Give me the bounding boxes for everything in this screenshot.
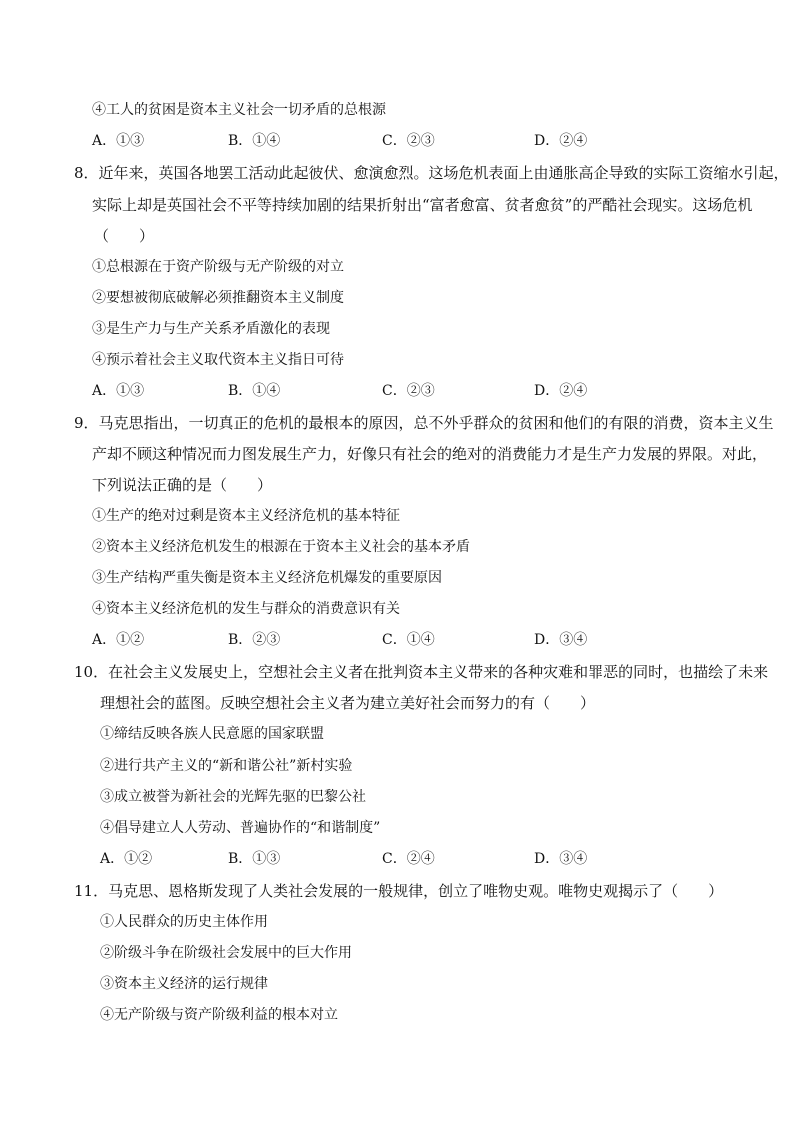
q10-choice-b: B．①③ xyxy=(228,851,281,867)
q7-choice-d: D．②④ xyxy=(534,133,588,149)
q8-choice-a: A．①③ xyxy=(92,383,145,399)
q8-item-2: ②要想被彻底破解必须推翻资本主义制度 xyxy=(92,290,344,306)
q10-choice-d: D．③④ xyxy=(534,851,588,867)
q8-choices xyxy=(92,381,792,401)
q8-stem-line-3: （ ） xyxy=(94,227,155,245)
q7-item-4: ④工人的贫困是资本主义社会一切矛盾的总根源 xyxy=(92,102,386,118)
q10-item-4: ④倡导建立人人劳动、普遍协作的“和谐制度” xyxy=(100,820,381,836)
q8-choice-d: D．②④ xyxy=(534,383,588,399)
q9-item-2: ②资本主义经济危机发生的根源在于资本主义社会的基本矛盾 xyxy=(92,539,470,555)
q10-item-2: ②进行共产主义的“新和谐公社”新村实验 xyxy=(100,758,353,774)
q7-choice-b: B．①④ xyxy=(228,133,281,149)
q9-choices xyxy=(92,630,792,650)
q9-choice-a: A．①② xyxy=(92,632,145,648)
q9-item-4: ④资本主义经济危机的发生与群众的消费意识有关 xyxy=(92,601,400,617)
q10-stem-line-2: 理想社会的蓝图。反映空想社会主义者为建立美好社会而努力的有（ ） xyxy=(100,694,596,712)
q9-item-3: ③生产结构严重失衡是资本主义经济危机爆发的重要原因 xyxy=(92,570,442,586)
q10-choice-c: C．②④ xyxy=(382,851,435,867)
q11-item-3: ③资本主义经济的运行规律 xyxy=(100,976,268,992)
q8-stem-line-2: 实际上却是英国社会不平等持续加剧的结果折射出“富者愈富、贫者愈贫”的严酷社会现实。这场危机 xyxy=(92,196,753,214)
q10-choice-a: A．①② xyxy=(100,851,153,867)
q7-choice-a: A．①③ xyxy=(92,133,145,149)
q9-item-1: ①生产的绝对过剩是资本主义经济危机的基本特征 xyxy=(92,508,400,524)
q8-stem-line-1: 8．近年来，英国各地罢工活动此起彼伏、愈演愈烈。这场危机表面上由通胀高企导致的实际工资缩水引起， xyxy=(74,164,789,182)
q11-item-2: ②阶级斗争在阶级社会发展中的巨大作用 xyxy=(100,945,352,961)
q10-item-1: ①缔结反映各族人民意愿的国家联盟 xyxy=(100,726,324,742)
q9-stem-line-3: 下列说法正确的是（ ） xyxy=(92,476,273,494)
q9-stem-line-2: 产却不顾这种情况而力图发展生产力，好像只有社会的绝对的消费能力才是生产力发展的界限。对此， xyxy=(92,445,768,463)
q8-choice-c: C．②③ xyxy=(382,383,435,399)
q8-choice-b: B．①④ xyxy=(228,383,281,399)
q11-item-1: ①人民群众的历史主体作用 xyxy=(100,914,268,930)
q10-item-3: ③成立被誉为新社会的光辉先驱的巴黎公社 xyxy=(100,789,366,805)
q11-item-4: ④无产阶级与资产阶级利益的根本对立 xyxy=(100,1007,338,1023)
q9-stem-line-1: 9．马克思指出，一切真正的危机的最根本的原因，总不外乎群众的贫困和他们的有限的消费，资本主义生 xyxy=(74,414,774,432)
q8-item-1: ①总根源在于资产阶级与无产阶级的对立 xyxy=(92,259,344,275)
q8-item-3: ③是生产力与生产关系矛盾激化的表现 xyxy=(92,321,330,337)
q7-choice-c: C．②③ xyxy=(382,133,435,149)
q9-choice-d: D．③④ xyxy=(534,632,588,648)
q11-stem-line-1: 11．马克思、恩格斯发现了人类社会发展的一般规律，创立了唯物史观。唯物史观揭示了（ ） xyxy=(74,882,724,900)
q7-choices xyxy=(92,131,792,151)
q8-item-4: ④预示着社会主义取代资本主义指日可待 xyxy=(92,352,344,368)
q9-choice-b: B．②③ xyxy=(228,632,281,648)
q10-stem-line-1: 10．在社会主义发展史上，空想社会主义者在批判资本主义带来的各种灾难和罪恶的同时，也描绘了未来 xyxy=(74,663,769,681)
q9-choice-c: C．①④ xyxy=(382,632,435,648)
q10-choices xyxy=(100,849,794,869)
